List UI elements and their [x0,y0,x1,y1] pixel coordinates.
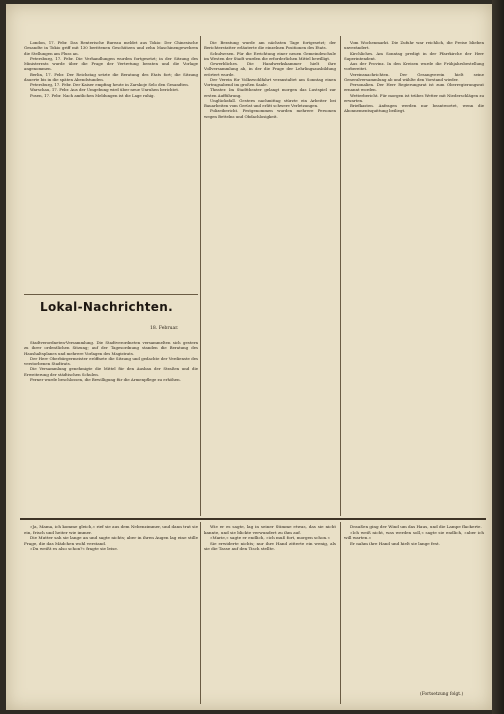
feuilleton-rule [20,518,486,520]
news-item: Petersburg, 17. Febr. Der Kaiser empfing heute in Zarskoje Selo den Gesandten. [30,82,189,87]
news-item: Theater. Im Stadttheater gelangt morgen das Lustspiel zur ersten Aufführung. [204,87,336,98]
news-column-3 [344,40,484,516]
section-date: 18. Februar. [150,326,179,331]
news-item: Schulwesen. Für die Errichtung einer neuen Gemeindeschule im Westen der Stadt wurden die erforderlichen Mittel bewilligt. [204,50,336,61]
story-paragraph: Draußen ging der Wind um das Haus, und die Lampe flackerte. [350,524,482,529]
story-paragraph: »Du weißt es also schon?« fragte sie leise. [30,546,119,552]
news-item: Vom Wochenmarkt. Die Zufuhr war reichlich, die Preise blieben unverändert. [344,40,484,51]
column-rule [200,522,201,704]
local-news-column [24,340,198,516]
news-item: Ferner wurde beschlossen, die Bewilligung für die Armenpflege zu erhöhen. [30,376,181,382]
section-heading: Lokal-Nachrichten. [40,300,173,314]
feuilleton-column-1 [24,524,198,702]
news-item: Die Versammlung genehmigte die Mittel für den Ausbau der Straßen und die Erweiterung der städtischen Schulen. [24,366,198,377]
news-item: Gewerbliches. Die Handwerkskammer hielt ihre Vollversammlung ab, in der die Frage der Lehrlingsausbildung erörtert wurde. [204,61,336,77]
story-paragraph: Er nahm ihre Hand und hielt sie lange fest. [350,540,441,546]
news-item: Wetterbericht. Für morgen ist trübes Wetter mit Niederschlägen zu erwarten. [344,92,484,103]
page-edge [492,0,504,714]
news-item: Unglücksfall. Gestern nachmittag stürzte ein Arbeiter bei Bauarbeiten vom Gerüst und erlitt schwere Verletzungen. [204,97,336,108]
news-item: Polizeibericht. Festgenommen wurden mehrere Personen wegen Bettelns und Obdachlosigkeit. [204,108,336,119]
section-rule [24,294,198,295]
news-item: Vereinsnachrichten. Der Gesangverein hielt seine Generalversammlung ab und wählte den Vorstand wieder. [344,71,484,82]
news-item: Briefkasten. Anfragen werden nur beantwortet, wenn die Abonnementsquittung beiliegt. [344,103,484,114]
news-item: Kirchliches. Am Sonntag predigt in der Pfarrkirche der Herr Superintendent. [344,50,484,61]
story-paragraph: »Ich weiß nicht, was werden soll,« sagte sie endlich, »aber ich will warten.« [344,529,484,541]
continued-note: (Fortsetzung folgt.) [420,692,464,697]
news-item: Posen, 17. Febr. Nach amtlichen Meldungen ist die Lage ruhig. [30,92,155,98]
column-rule [200,36,201,516]
news-item: Der Herr Oberbürgermeister eröffnete die Sitzung und gedachte der Verdienste des verstorbenen Stadtrats. [24,355,198,366]
news-item: Aus der Provinz. In den Kreisen wurde die Frühjahrsbestellung vorbereitet. [344,61,484,72]
story-paragraph: Wie er es sagte, lag in seiner Stimme etwas, das sie nicht kannte, und sie blickte verwundert zu ihm auf. [204,524,336,535]
news-item: Die Beratung wurde am nächsten Tage fortgesetzt; der Berichterstatter erläuterte die einzelnen Positionen des Etats. [204,40,336,51]
feuilleton-column-2 [204,524,336,702]
news-item: Stadtverordneten-Versammlung. Die Stadtverordneten versammelten sich gestern zu ihrer ordentlichen Sitzung; auf der Tagesordnung standen die Beratung des Haushaltsplanes und mehrere Vorlagen des Magistrats. [24,340,198,356]
news-item: Berlin, 17. Febr. Der Reichstag setzte die Beratung des Etats fort; die Sitzung dauerte bis in die späten Abendstunden. [24,71,198,82]
news-item: London, 17. Febr. Das Renterische Bureau meldet aus Tokio: Der Chinesische Gesandte in Tokio griff mit 130 berittenen Geschützen und zehn Maschinengewehren die Stellungen am Fluss an. [24,40,198,56]
news-item: Der Verein für Volkswohlfahrt veranstaltet am Sonntag einen Vortragsabend im großen Saale. [204,76,336,87]
story-paragraph: »Marie,« sagte er endlich, »ich muß fort, morgen schon.« [210,535,330,541]
story-paragraph: Die Mutter sah sie lange an und sagte nichts; aber in ihren Augen lag eine stille Frage, die das Mädchen wohl verstand. [24,535,198,546]
news-column-1 [24,40,198,290]
feuilleton-column-3 [344,524,484,702]
news-item: Petersburg, 17. Febr. Die Verhandlungen wurden fortgesetzt; in der Sitzung des Ministerrats wurde über die Frage der Vertretung beraten und die Vorlage angenommen. [24,55,198,72]
story-paragraph: »Ja, Mama, ich komme gleich,« rief sie aus dem Nebenzimmer, und dann trat sie ein, frisch und heiter wie immer. [24,524,198,535]
news-item: Warschau, 17. Febr. Aus der Umgebung wird über neue Unruhen berichtet. [30,87,180,93]
column-rule [340,36,341,516]
story-paragraph: Sie erwiderte nichts; nur ihre Hand zitterte ein wenig, als sie die Tasse auf den Tisch stellte. [204,540,336,552]
column-rule [340,522,341,704]
news-item: Personalien. Der Herr Regierungsrat ist zum Oberregierungsrat ernannt worden. [344,82,484,93]
news-column-2 [204,40,336,516]
